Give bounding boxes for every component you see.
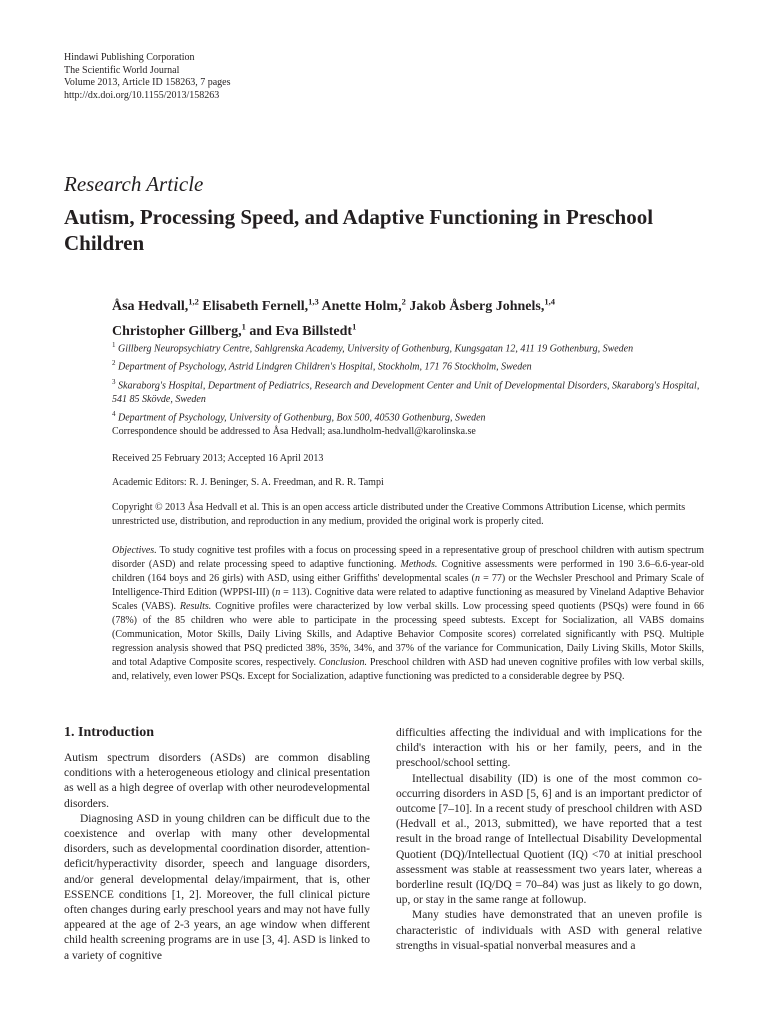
abstract-conclusion: Preschool children with ASD had uneven cognitive profiles with low verbal skills, and, relatively, even lower PSQs. Except for Socialization, adaptive functioning was predicted to a considerable degree by PSQ. [112,657,704,682]
article-title: Autism, Processing Speed, and Adaptive Functioning in Preschool Children [64,205,654,255]
copyright-notice: Copyright © 2013 Åsa Hedvall et al. This is an open access article distributed under the Creative Commons Attribution License, which permits unrestricted use, distribution, and reproduction in any medium, provided the original work is properly cited. [112,502,686,527]
affiliation: $^2$ Department of Psychology, Astrid Lindgren Children's Hospital, Stockholm, 171 76 Stockholm, Sweden [112,359,532,373]
correspondence: Correspondence should be addressed to Åsa Hedvall; asa.lundholm-hedvall@karolinska.se [112,426,476,437]
abstract [112,544,704,684]
author: Åsa Hedvall,$^{1,2}$ [112,296,199,314]
body-paragraph: Intellectual disability (ID) is one of the most common co-occurring disorders in ASD [5, 6] and is an important predictor of outcome [7–10]. In a recent study of preschool children with ASD (Hedvall et al., 2013, submitted), we have reported that a test result in the broad range of Intellectual Disability Developmental Quotient (DQ)/Intellectual Quotient (IQ) <70 at initial preschool assessment was stable at reassessment two years later, whereas a borderline result (IQ/DQ = 70–84) was just as likely to go down, up, or stay in the same range at followup. [396,772,702,907]
body-paragraph: difficulties affecting the individual and with implications for the child's interaction with his or her family, peers, and in the preschool/school setting. [396,727,702,770]
body-paragraph: Diagnosing ASD in young children can be difficult due to the coexistence and overlap with many other developmental disorders, such as developmental coordination disorder, attention-deficit/hyperactivity disorder, speech and language disorders, and/or general developmental delay/impairment, that is, other ESSENCE conditions [1, 2]. Moreover, the full clinical picture often changes during early preschool years and may not have fully appeared at the age of 2-3 years, an age window when different child health screening programs are in use [3, 4]. ASD is linked to a variety of cognitive [64,812,370,962]
journal-name: The Scientific World Journal [64,64,180,76]
abstract-methods-b: = 77) or the Wechsler Preschool and Primary Scale of Intelligence-Third Edition (WPPSI-III) ( [112,573,704,598]
author: Anette Holm,$^2$ [321,296,406,314]
article-type: Research Article [64,172,204,196]
section-heading: 1. Introduction [64,725,154,740]
abstract-conclusion-label: Conclusion. [318,657,367,668]
abstract-objectives-label: Objectives. [112,545,157,556]
affiliation: $^4$ Department of Psychology, University of Gothenburg, Box 500, 40530 Gothenburg, Sweden [112,409,486,424]
abstract-methods-a: Cognitive assessments were performed in 190 3.6–6.6-year-old children (164 boys and 26 girls) with ASD, using either Griffiths' developmental scales ( [112,559,704,584]
abstract-n-symbol: n [474,573,480,584]
abstract-methods-c: = 113). Cognitive data were related to adaptive functioning as measured by Vineland Adaptive Behavior Scales (VABS). [112,587,704,612]
affiliation: $^3$ Skaraborg's Hospital, Department of Pediatrics, Research and Development Center and Unit of Developmental Disorders, Skaraborg's Hospital, 541 85 Skövde, Sweden [112,377,700,405]
abstract-methods-label: Methods. [400,559,438,570]
volume-line: Volume 2013, Article ID 158263, 7 pages [64,77,231,88]
academic-editors: Academic Editors: R. J. Beninger, S. A. Freedman, and R. R. Tampi [112,477,384,488]
author: Elisabeth Fernell,$^{1,3}$ [202,296,319,314]
publisher-line: Hindawi Publishing Corporation [64,52,195,63]
author: Jakob Åsberg Johnels,$^{1,4}$ [409,296,555,314]
author: and Eva Billstedt$^1$ [249,321,357,340]
right-column [396,726,702,954]
author: Christopher Gillberg,$^1$ [112,321,246,340]
abstract-n-symbol: n [275,587,281,598]
journal-header [64,52,230,102]
body-paragraph: Autism spectrum disorders (ASDs) are common disabling conditions with a heterogeneous etiology and clinical presentation as well as a high degree of overlap with other neurodevelopmental disorders. [64,752,370,810]
body-paragraph: Many studies have demonstrated that an uneven profile is characteristic of individuals with ASD with general relative strengths in visual-spatial nonverbal measures and a [396,909,702,952]
abstract-results: Cognitive profiles were characterized by low verbal skills. Low processing speed quotients (PSQs) were found in 66 (78%) of the 85 children who were able to participate in the processing speed subtests. Except for Socialization, all VABS domains (Communication, Motor Skills, Daily Living Skills, and Adaptive Behavior Composite scores) correlated significantly with PSQ. Multiple regression analysis showed that PSQ predicted 38%, 35%, 34%, and 37% of the variance for Communication, Daily Living Skills, Motor Skills, and total Adaptive Composite scores, respectively. [112,601,705,668]
left-column [64,724,370,964]
abstract-objectives: To study cognitive test profiles with a focus on processing speed in a representative group of preschool children with autism spectrum disorder (ASD) and relate processing speed to adaptive functioning. [112,545,704,570]
received-dates: Received 25 February 2013; Accepted 16 April 2013 [112,453,324,464]
affiliation: $^1$ Gillberg Neuropsychiatry Centre, Sahlgrenska Academy, University of Gothenburg, Kungsgatan 12, 411 19 Gothenburg, Sweden [112,341,634,355]
author-list [112,291,712,342]
abstract-results-label: Results. [179,601,212,612]
affiliation-list [112,338,712,425]
doi-link[interactable]: http://dx.doi.org/10.1155/2013/158263 [64,89,220,101]
